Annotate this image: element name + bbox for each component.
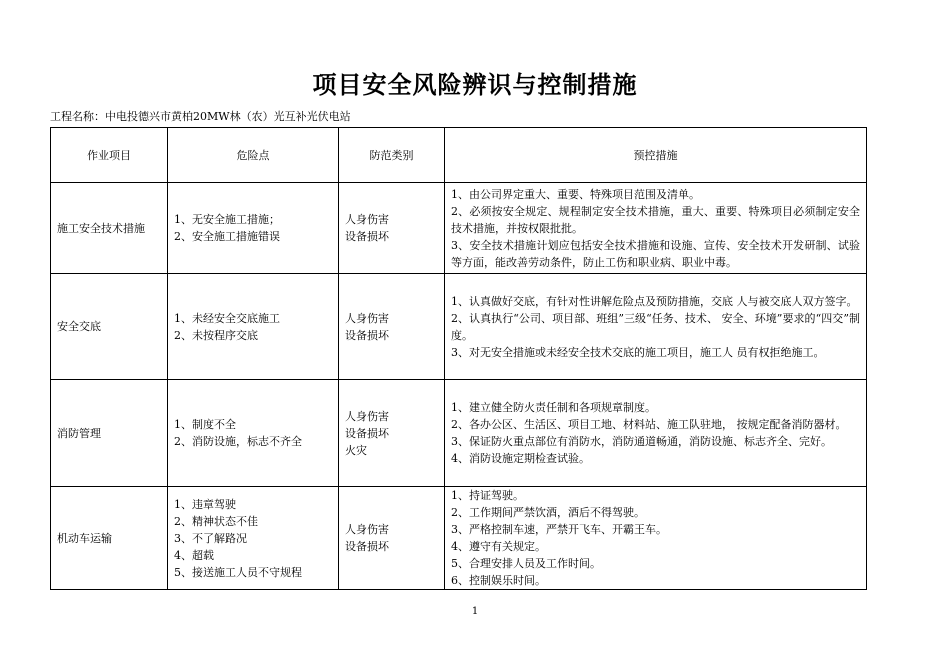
category-item: 人身伤害 xyxy=(345,311,389,325)
measure-item: 2、工作期间严禁饮酒，酒后不得驾驶。 xyxy=(451,506,645,519)
task-cell xyxy=(51,274,168,380)
hazard-item: 3、不了解路况 xyxy=(174,531,247,545)
header-measures: 预控措施 xyxy=(445,128,867,183)
measure-item: 6、控制娱乐时间。 xyxy=(451,574,546,587)
hazard-cell xyxy=(168,183,339,274)
hazard-cell xyxy=(168,487,339,590)
category-cell xyxy=(339,274,445,380)
measures-cell xyxy=(445,380,867,487)
measure-item: 1、由公司界定重大、重要、特殊项目范围及清单。 xyxy=(451,187,700,201)
hazard-item: 2、消防设施，标志不齐全 xyxy=(174,435,302,448)
page-title: 项目安全风险辨识与控制措施 xyxy=(312,71,638,99)
table-row xyxy=(51,183,867,274)
page-number: 1 xyxy=(471,606,479,617)
hazard-cell xyxy=(168,274,339,380)
task-label: 消防管理 xyxy=(57,426,101,440)
task-cell xyxy=(51,487,168,590)
task-label: 施工安全技术措施 xyxy=(57,221,145,235)
hazard-item: 2、未按程序交底 xyxy=(174,328,258,342)
hazard-item: 1、制度不全 xyxy=(174,418,236,431)
header-category: 防范类别 xyxy=(339,128,445,183)
category-item: 设备损坏 xyxy=(345,230,389,243)
measure-item: 1、持证驾驶。 xyxy=(451,489,524,502)
measure-item: 3、保证防火重点部位有消防水，消防通道畅通，消防设施、标志齐全、完好。 xyxy=(451,435,832,448)
category-item: 人身伤害 xyxy=(345,409,389,423)
project-name: 工程名称：中电投德兴市黄柏20MW林（农）光互补光伏电站 xyxy=(50,110,351,123)
measures-cell xyxy=(445,487,867,590)
header-hazard: 危险点 xyxy=(168,128,339,183)
measure-item: 4、遵守有关规定。 xyxy=(451,540,546,553)
measure-item: 3、严格控制车速，严禁开飞车、开霸王车。 xyxy=(451,523,667,536)
measure-item: 1、建立健全防火责任制和各项规章制度。 xyxy=(451,401,656,414)
measure-item: 4、消防设施定期检查试验。 xyxy=(451,452,590,465)
risk-control-table xyxy=(50,127,867,590)
hazard-item: 2、安全施工措施错误 xyxy=(174,230,280,243)
table-row xyxy=(51,274,867,380)
category-cell xyxy=(339,487,445,590)
measure-item: 5、合理安排人员及工作时间。 xyxy=(451,557,601,570)
hazard-item: 2、精神状态不佳 xyxy=(174,514,258,528)
measures-cell xyxy=(445,274,867,380)
table-row xyxy=(51,380,867,487)
category-cell xyxy=(339,183,445,274)
measure-item: 2、各办公区、生活区、项目工地、材料站、施工队驻地， 按规定配备消防器材。 xyxy=(451,418,847,431)
category-item: 设备损坏 xyxy=(345,328,389,342)
table-header-row xyxy=(51,128,867,183)
task-label: 机动车运输 xyxy=(57,531,112,545)
category-item: 人身伤害 xyxy=(345,213,389,226)
hazard-item: 4、超载 xyxy=(174,548,214,562)
measure-item: 2、认真执行“公司、项目部、班组”三级“任务、技术、 安全、环境”要求的“四交”制度。 xyxy=(451,311,860,342)
header-task: 作业项目 xyxy=(51,128,168,183)
measure-item: 2、必须按安全规定、规程制定安全技术措施，重大、重要、特殊项目必须制定安全技术措施，并按权限批批。 xyxy=(451,204,860,235)
measure-item: 3、安全技术措施计划应包括安全技术措施和设施、宣传、安全技术开发研制、试验等方面，能改善劳动条件，防止工伤和职业病、职业中毒。 xyxy=(451,238,860,269)
hazard-item: 1、未经安全交底施工 xyxy=(174,311,280,325)
task-label: 安全交底 xyxy=(57,320,101,333)
hazard-item: 1、违章驾驶 xyxy=(174,497,236,511)
hazard-item: 5、接送施工人员不守规程 xyxy=(174,565,302,579)
category-item: 设备损坏 xyxy=(345,426,389,440)
measure-item: 1、认真做好交底，有针对性讲解危险点及预防措施，交底 人与被交底人双方签字。 xyxy=(451,294,858,308)
measure-item: 3、对无安全措施或未经安全技术交底的施工项目，施工人 员有权拒绝施工。 xyxy=(451,345,825,359)
category-item: 火灾 xyxy=(345,443,367,457)
hazard-item: 1、无安全施工措施； xyxy=(174,213,280,226)
category-cell xyxy=(339,380,445,487)
task-cell xyxy=(51,380,168,487)
table-row xyxy=(51,487,867,590)
hazard-cell xyxy=(168,380,339,487)
category-item: 人身伤害 xyxy=(345,523,389,536)
task-cell xyxy=(51,183,168,274)
measures-cell xyxy=(445,183,867,274)
category-item: 设备损坏 xyxy=(345,540,389,553)
